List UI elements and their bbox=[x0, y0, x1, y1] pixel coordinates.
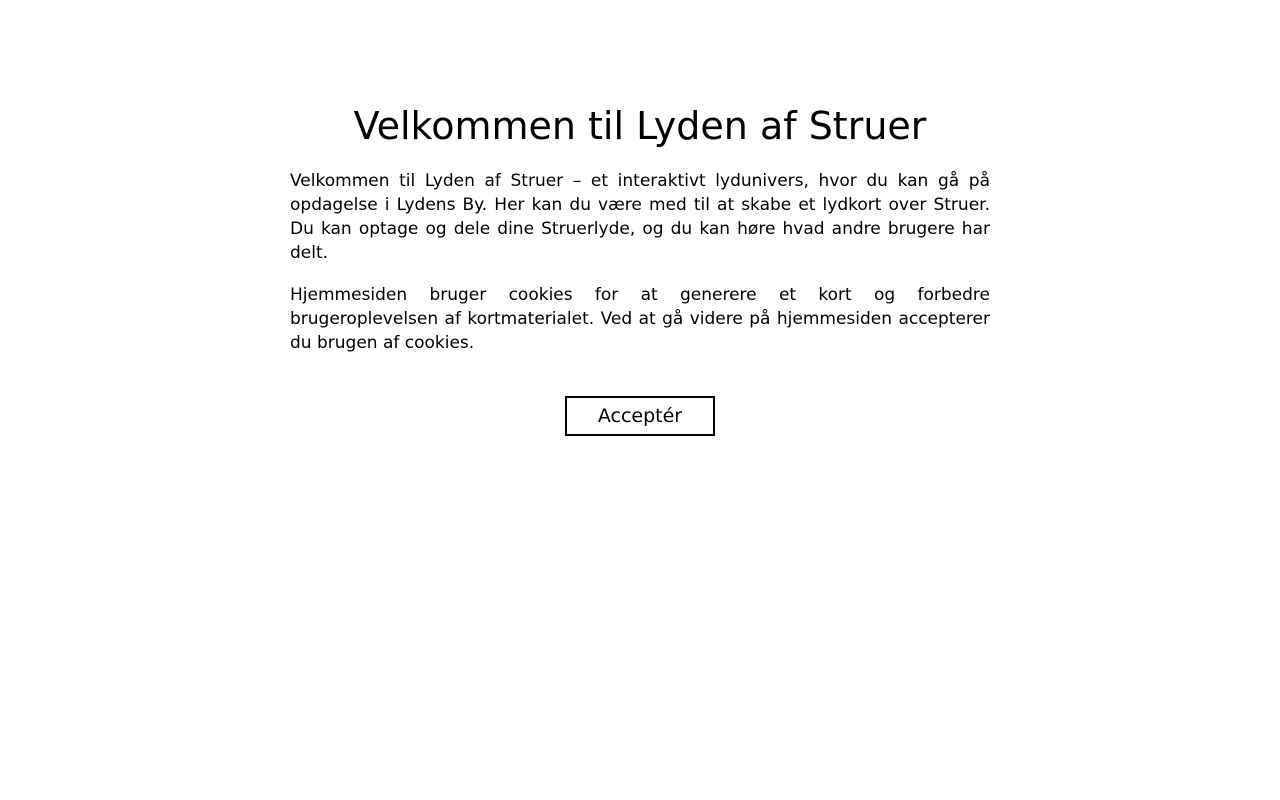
cookie-notice: Hjemmesiden bruger cookies for at generere et kort og forbedre brugeroplevelsen af kortmaterialet. Ved at gå videre på hjemmesiden accepterer du brugen af cookies. bbox=[290, 285, 990, 353]
intro-paragraph: Velkommen til Lyden af Struer – et interaktivt lydunivers, hvor du kan gå på opdagelse i Lydens By. Her kan du være med til at skabe et lydkort over Struer. Du kan optage og dele dine Struerlyde, og du kan høre hvad andre brugere har delt. bbox=[290, 171, 990, 263]
welcome-panel bbox=[290, 100, 990, 436]
accept-button[interactable]: Acceptér bbox=[565, 396, 715, 436]
button-row bbox=[290, 396, 990, 436]
page-title: Velkommen til Lyden af Struer bbox=[353, 104, 927, 148]
